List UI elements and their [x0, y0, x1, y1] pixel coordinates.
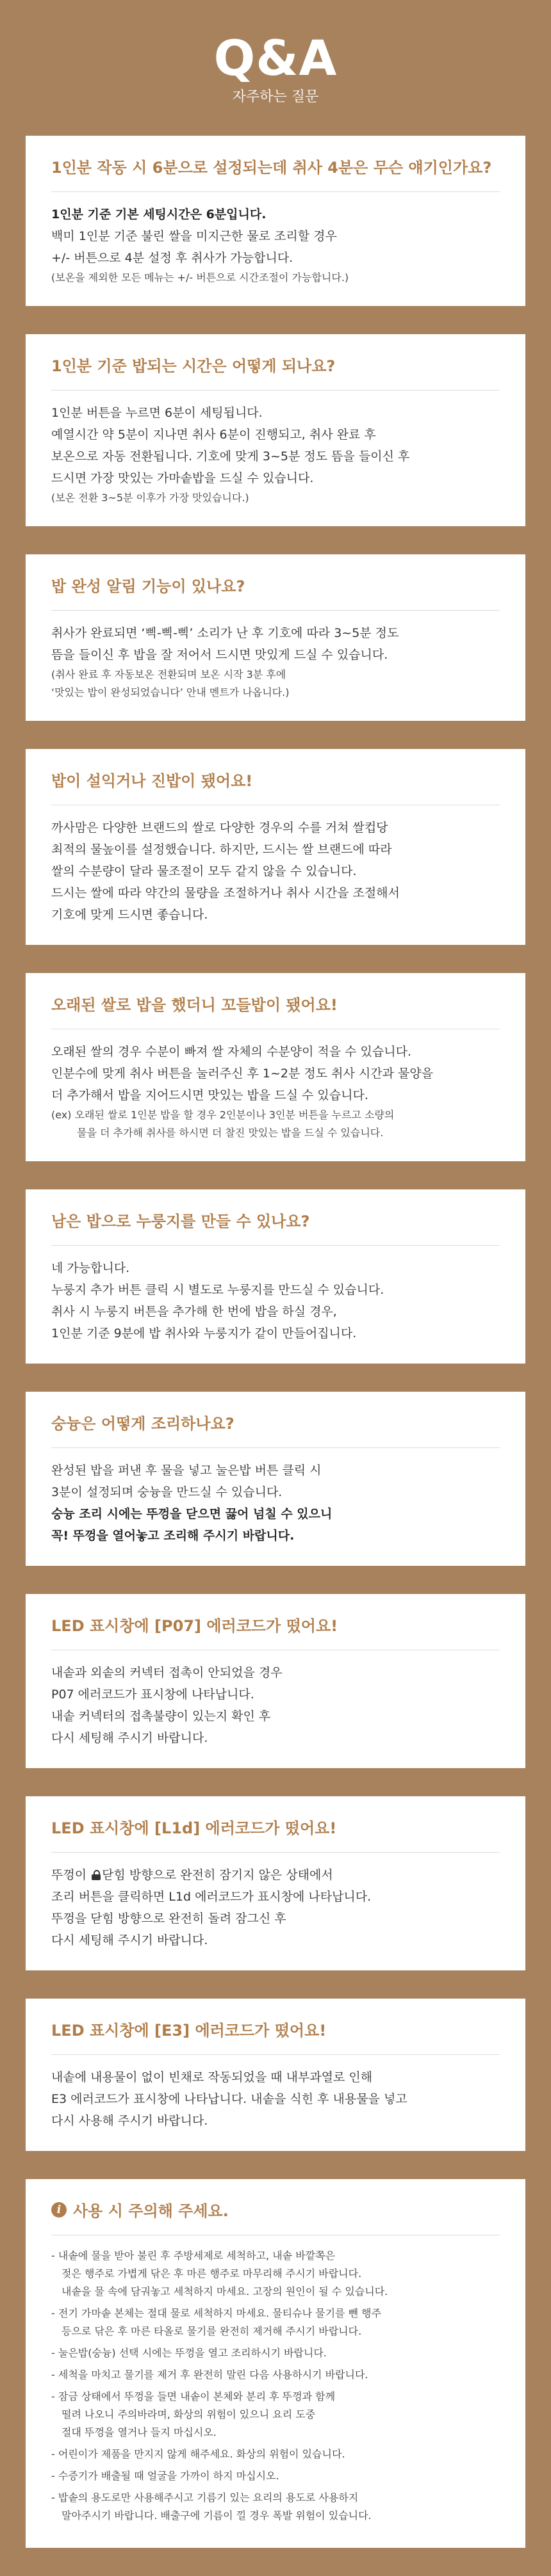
caution-line: 젖은 행주로 가볍게 닦은 후 마른 행주로 마무리해 주시기 바랍니다.	[62, 2267, 362, 2280]
faq-question: 1인분 작동 시 6분으로 설정되는데 취사 4분은 무슨 얘기인가요?	[51, 155, 500, 192]
faq-card	[26, 1999, 525, 2151]
faq-question: 숭늉은 어떻게 조리하나요?	[51, 1411, 500, 1448]
faq-answer-line: 내솥 커넥터의 접촉불량이 있는지 확인 후	[51, 1709, 271, 1723]
faq-answer-line: (보온을 제외한 모든 메뉴는 +/- 버튼으로 시간조절이 가능합니다.)	[51, 271, 349, 284]
faq-card	[26, 749, 525, 945]
faq-question: 남은 밥으로 누룽지를 만들 수 있나요?	[51, 1209, 500, 1246]
faq-answer-line	[51, 1864, 500, 1886]
caution-card	[26, 2179, 525, 2548]
info-icon: i	[51, 2202, 67, 2218]
faq-answer-line: 까사맘은 다양한 브랜드의 쌀로 다양한 경우의 수를 거쳐 쌀컵당	[51, 821, 388, 835]
faq-card	[26, 136, 525, 306]
faq-question: 밥 완성 알림 기능이 있나요?	[51, 574, 500, 611]
faq-answer-line: 취사 시 누룽지 버튼을 추가해 한 번에 밥을 하실 경우,	[51, 1305, 337, 1319]
answer-text: 닫힘 방향으로 완전히 잠기지 않은 상태에서	[102, 1868, 333, 1882]
lock-icon	[92, 1870, 101, 1880]
faq-answer-line: 드시면 가장 맛있는 가마솥밥을 드실 수 있습니다.	[51, 471, 314, 485]
caution-line: 떨려 나오니 주의바라며, 화상의 위험이 있으니 요리 도중	[62, 2408, 316, 2420]
faq-question: 밥이 설익거나 진밥이 됐어요!	[51, 768, 500, 805]
faq-answer-line: 드시는 쌀에 따라 약간의 물량을 조절하거나 취사 시간을 조절해서	[51, 886, 400, 900]
faq-answer-line: 1인분 기준 기본 세팅시간은 6분입니다.	[51, 207, 267, 221]
faq-card	[26, 1392, 525, 1566]
answer-text: 뚜껑이	[51, 1868, 91, 1882]
faq-answer-line: 기호에 맞게 드시면 좋습니다.	[51, 908, 208, 922]
caution-line: - 눌은밥(숭늉) 선택 시에는 뚜껑을 열고 조리하시기 바랍니다.	[51, 2347, 327, 2359]
caution-item	[51, 2344, 500, 2362]
faq-answer-line: 백미 1인분 기준 불린 쌀을 미지근한 물로 조리할 경우	[51, 229, 337, 243]
faq-answer-line: 내솥에 내용물이 없이 빈채로 작동되었을 때 내부과열로 인해	[51, 2070, 373, 2084]
page-title: Q&A	[213, 29, 338, 86]
faq-card	[26, 554, 525, 721]
caution-line: 절대 뚜껑을 열거나 들지 마십시오.	[62, 2426, 217, 2438]
faq-answer-line: 물을 더 추가해 취사를 하시면 더 찰진 맛있는 밥을 드실 수 있습니다.	[77, 1127, 384, 1139]
faq-question: LED 표시창에 [L1d] 에러코드가 떴어요!	[51, 1815, 500, 1853]
caution-line: - 어린이가 제품을 만지지 않게 해주세요. 화상의 위험이 있습니다.	[51, 2448, 345, 2460]
faq-answer-line: 조리 버튼을 클릭하면 L1d 에러코드가 표시창에 나타납니다.	[51, 1890, 372, 1904]
faq-card	[26, 1594, 525, 1768]
faq-answer-line: 다시 세팅해 주시기 바랍니다.	[51, 1933, 208, 1947]
faq-answer-line: 꼭! 뚜껑을 열어놓고 조리해 주시기 바랍니다.	[51, 1529, 295, 1543]
faq-answer-line: 뜸을 들이신 후 밥을 잘 저어서 드시면 맛있게 드실 수 있습니다.	[51, 648, 388, 662]
faq-answer-line: 누룽지 추가 버튼 클릭 시 별도로 누룽지를 만드실 수 있습니다.	[51, 1283, 384, 1297]
faq-card	[26, 1796, 525, 1970]
faq-answer-line: ‘맛있는 밥이 완성되었습니다’ 안내 멘트가 나옵니다.)	[51, 686, 290, 698]
page-subtitle: 자주하는 질문	[232, 89, 319, 105]
faq-answer-line: 보온으로 자동 전환됩니다. 기호에 맞게 3~5분 정도 뜸을 들이신 후	[51, 449, 410, 463]
caution-line: - 잠금 상태에서 뚜껑을 들면 내솥이 본체와 분리 후 뚜껑과 함께	[51, 2390, 336, 2403]
faq-answer-line: 다시 세팅해 주시기 바랍니다.	[51, 1731, 208, 1745]
faq-answer-line: 오래된 쌀의 경우 수분이 빠져 쌀 자체의 수분양이 적을 수 있습니다.	[51, 1045, 411, 1059]
faq-question: 1인분 기준 밥되는 시간은 어떻게 되나요?	[51, 353, 500, 390]
caution-line: 등으로 닦은 후 마른 타올로 물기를 완전히 제거해 주시기 바랍니다.	[62, 2325, 362, 2337]
caution-item	[51, 2467, 500, 2485]
faq-answer-line: 내솥과 외솥의 커넥터 접촉이 안되었을 경우	[51, 1666, 283, 1680]
faq-answer-line: 다시 사용해 주시기 바랍니다.	[51, 2114, 208, 2128]
caution-item	[51, 2489, 500, 2525]
caution-title	[51, 2198, 500, 2235]
faq-list	[26, 136, 525, 2576]
faq-card	[26, 1189, 525, 1364]
page-header	[0, 0, 551, 136]
caution-item	[51, 2445, 500, 2463]
faq-answer-line: +/- 버튼으로 4분 설정 후 취사가 가능합니다.	[51, 251, 293, 265]
faq-answer-line: 예열시간 약 5분이 지나면 취사 6분이 진행되고, 취사 완료 후	[51, 428, 376, 442]
caution-line: - 밥솥의 용도로만 사용해주시고 기름기 있는 요리의 용도로 사용하지	[51, 2491, 359, 2504]
faq-answer-line: E3 에러코드가 표시창에 나타납니다. 내솥을 식힌 후 내용물을 넣고	[51, 2092, 407, 2106]
caution-line: 내솥을 물 속에 담궈놓고 세척하지 마세요. 고장의 원인이 될 수 있습니다.	[62, 2285, 388, 2298]
faq-answer-line: 취사가 완료되면 ‘삑-삑-삑’ 소리가 난 후 기호에 따라 3~5분 정도	[51, 626, 399, 640]
faq-answer-line: 숭늉 조리 시에는 뚜껑을 닫으면 끓어 넘칠 수 있으니	[51, 1507, 333, 1521]
caution-line: 말아주시기 바랍니다. 배출구에 기름이 낄 경우 폭발 위험이 있습니다.	[62, 2509, 372, 2522]
faq-answer-line: 최적의 물높이를 설정했습니다. 하지만, 드시는 쌀 브랜드에 따라	[51, 842, 392, 857]
faq-answer-line: P07 에러코드가 표시창에 나타납니다.	[51, 1687, 254, 1702]
faq-answer-line: 3분이 설정되며 숭늉을 만드실 수 있습니다.	[51, 1485, 283, 1499]
faq-answer-line: 1인분 기준 9분에 밥 취사와 누룽지가 같이 만들어집니다.	[51, 1326, 357, 1340]
faq-answer-line: 더 추가해서 밥을 지어드시면 맛있는 밥을 드실 수 있습니다.	[51, 1088, 368, 1102]
caution-item	[51, 2305, 500, 2340]
faq-card	[26, 334, 525, 526]
faq-answer-line: (취사 완료 후 자동보온 전환되며 보온 시작 3분 후에	[51, 668, 286, 680]
faq-question: LED 표시창에 [E3] 에러코드가 떴어요!	[51, 2018, 500, 2055]
faq-answer-line: 1인분 버튼을 누르면 6분이 세팅됩니다.	[51, 406, 263, 420]
caution-line: - 전기 가마솥 본체는 절대 물로 세척하지 마세요. 물티슈나 물기를 뺀 행주	[51, 2307, 382, 2319]
caution-line: - 세척을 마치고 물기를 제거 후 완전히 말린 다음 사용하시기 바랍니다.	[51, 2369, 368, 2381]
faq-question: LED 표시창에 [P07] 에러코드가 떴어요!	[51, 1613, 500, 1650]
faq-answer-line: 네 가능합니다.	[51, 1261, 130, 1275]
caution-item	[51, 2388, 500, 2442]
caution-item	[51, 2366, 500, 2384]
caution-line: - 수증기가 배출될 때 얼굴을 가까이 하지 마십시오.	[51, 2470, 279, 2482]
faq-answer-line: 완성된 밥을 퍼낸 후 물을 넣고 눌은밥 버튼 클릭 시	[51, 1463, 322, 1477]
caution-line: - 내솥에 물을 받아 불린 후 주방세제로 세척하고, 내솥 바깥쪽은	[51, 2250, 336, 2262]
caution-item	[51, 2247, 500, 2301]
faq-answer-line: (보온 전환 3~5분 이후가 가장 맛있습니다.)	[51, 492, 249, 504]
faq-question: 오래된 쌀로 밥을 했더니 꼬들밥이 됐어요!	[51, 992, 500, 1029]
faq-answer-line: (ex) 오래된 쌀로 1인분 밥을 할 경우 2인분이나 3인분 버튼을 누르고 소량의	[51, 1109, 395, 1121]
faq-answer-line: 뚜껑을 닫힘 방향으로 완전히 돌려 잠그신 후	[51, 1912, 286, 1926]
faq-card	[26, 973, 525, 1161]
faq-answer-line: 쌀의 수분량이 달라 물조절이 모두 같지 않을 수 있습니다.	[51, 864, 357, 878]
caution-title-text: 사용 시 주의해 주세요.	[73, 2202, 229, 2220]
faq-answer-line: 인분수에 맞게 취사 버튼을 눌러주신 후 1~2분 정도 취사 시간과 물양을	[51, 1067, 434, 1081]
